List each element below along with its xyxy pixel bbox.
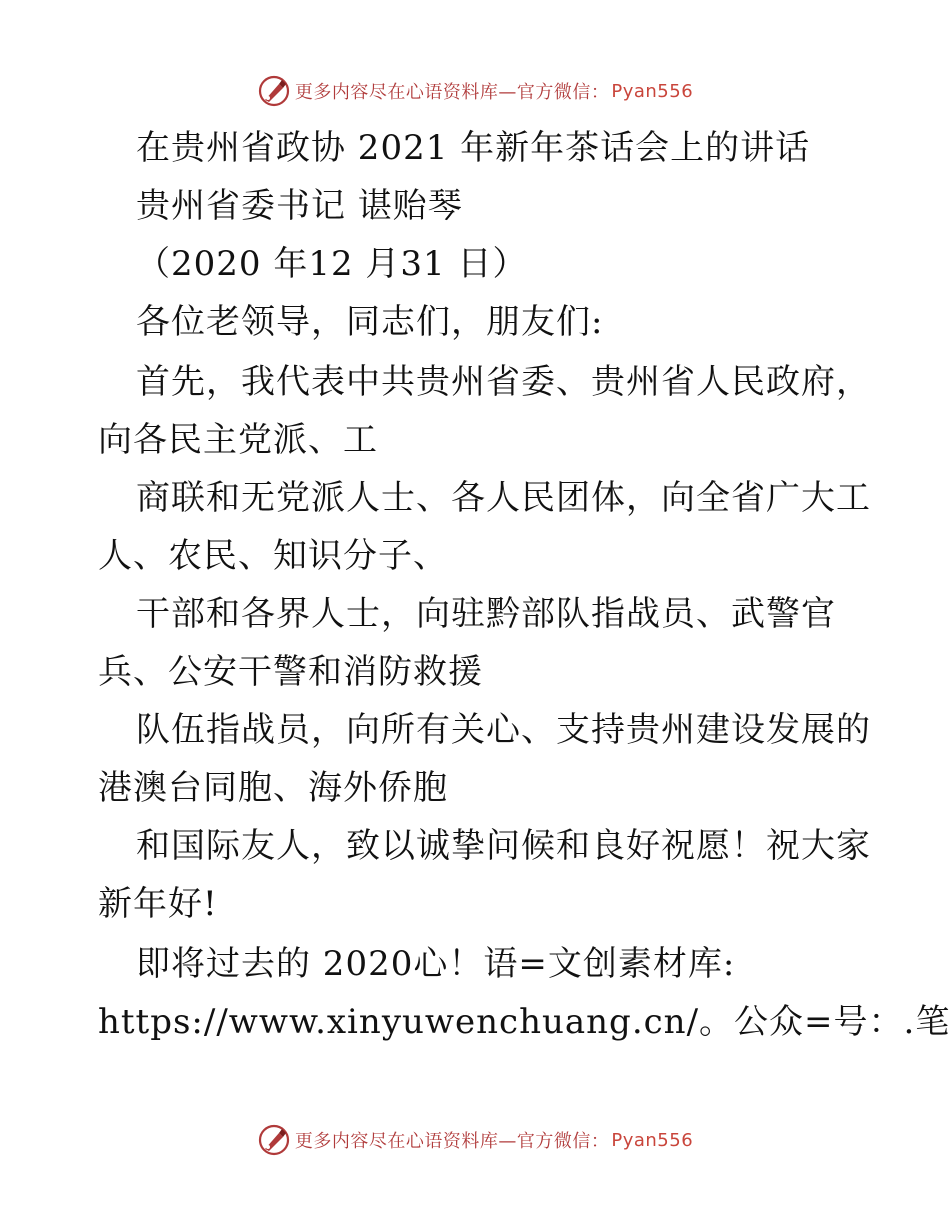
watermark-id: Pyan556: [611, 80, 694, 102]
footer-watermark: [0, 1123, 950, 1157]
header-watermark: [0, 74, 950, 108]
doc-author: 贵州省委书记 谌贻琴: [136, 186, 463, 226]
doc-line: 新年好!: [98, 884, 218, 924]
doc-line: 港澳台同胞、海外侨胞: [98, 768, 448, 808]
doc-line: 即将过去的 2020心！语=文创素材库:: [136, 944, 736, 984]
doc-line: 首先，我代表中共贵州省委、贵州省人民政府，: [136, 362, 871, 402]
doc-line-url: https://www.xinyuwenchuang.cn/。公众=号：.笔: [98, 1002, 950, 1042]
doc-line: 人、农民、知识分子、: [98, 536, 448, 576]
watermark-id: Pyan556: [611, 1129, 694, 1151]
watermark-text: 更多内容尽在心语资料库—官方微信：: [294, 1131, 610, 1152]
doc-line: 兵、公安干警和消防救援: [98, 652, 483, 692]
doc-line: 干部和各界人士，向驻黔部队指战员、武警官: [136, 594, 836, 634]
pen-logo-icon: [257, 74, 291, 108]
doc-date: （2020 年12 月31 日）: [136, 244, 528, 284]
doc-salutation: 各位老领导，同志们，朋友们:: [136, 302, 604, 342]
doc-line: 和国际友人，致以诚挚问候和良好祝愿！祝大家: [136, 826, 871, 866]
doc-line: 商联和无党派人士、各人民团体，向全省广大工: [136, 478, 871, 518]
doc-title: 在贵州省政协 2021 年新年茶话会上的讲话: [136, 128, 811, 168]
pen-logo-icon: [257, 1123, 291, 1157]
watermark-text: 更多内容尽在心语资料库—官方微信：: [294, 82, 610, 103]
doc-line: 向各民主党派、工: [98, 420, 378, 460]
doc-line: 队伍指战员，向所有关心、支持贵州建设发展的: [136, 710, 871, 750]
